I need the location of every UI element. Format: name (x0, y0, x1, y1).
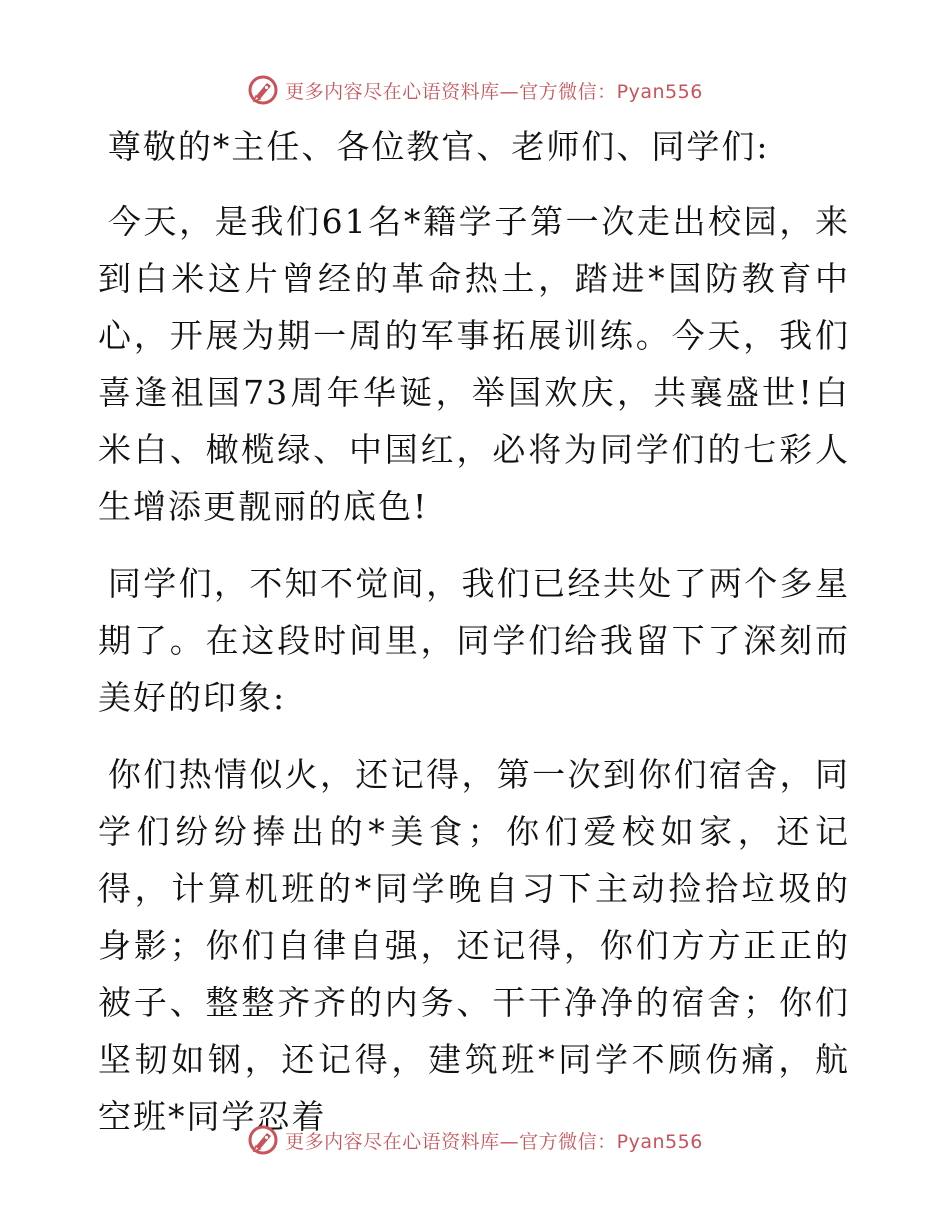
pen-nib-logo-icon (247, 1124, 279, 1156)
greeting-line: 尊敬的*主任、各位教官、老师们、同学们: (107, 127, 770, 166)
watermark-header (0, 70, 950, 110)
paragraph-3: 你们热情似火，还记得，第一次到你们宿舍，同学们纷纷捧出的*美食；你们爱校如家，还记得，计算机班的*同学晚自习下主动捡拾垃圾的身影；你们自律自强，还记得，你们方方正正的被子、整整齐齐的内务、干干净净的宿舍；你们坚韧如钢，还记得，建筑班*同学不顾伤痛，航空班*同学忍着 (98, 755, 850, 1136)
paragraph-2: 同学们，不知不觉间，我们已经共处了两个多星期了。在这段时间里，同学们给我留下了深刻而美好的印象: (98, 564, 850, 717)
watermark-text: 更多内容尽在心语资料库—官方微信：Pyan556 (285, 80, 703, 103)
watermark-footer (0, 1120, 950, 1160)
document-body (98, 118, 850, 1165)
pen-nib-logo-icon (247, 74, 279, 106)
watermark-text: 更多内容尽在心语资料库—官方微信：Pyan556 (285, 1130, 703, 1153)
paragraph-1: 今天，是我们61名*籍学子第一次走出校园，来到白米这片曾经的革命热土，踏进*国防教育中心，开展为期一周的军事拓展训练。今天，我们喜逢祖国73周年华诞，举国欢庆，共襄盛世!白米白、橄榄绿、中国红，必将为同学们的七彩人生增添更靓丽的底色! (98, 202, 850, 526)
